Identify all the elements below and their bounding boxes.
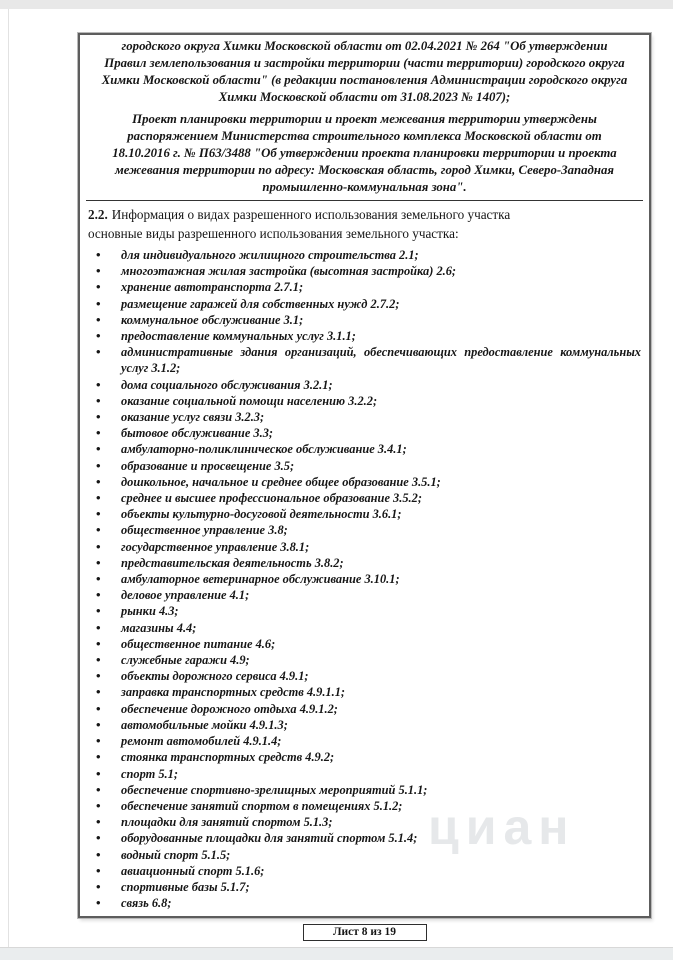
bullet-icon: • xyxy=(96,797,101,813)
list-item-text: амбулаторно-поликлиническое обслуживание 3.4.1; xyxy=(121,442,407,457)
list-item xyxy=(96,895,643,911)
bullet-icon: • xyxy=(96,862,101,878)
list-item xyxy=(96,539,643,555)
bullet-icon: • xyxy=(96,895,101,911)
list-item xyxy=(96,344,643,376)
bullet-icon: • xyxy=(96,668,101,684)
list-item-text: бытовое обслуживание 3.3; xyxy=(121,426,274,441)
list-item-text: рынки 4.3; xyxy=(121,604,179,619)
list-item-text: оказание социальной помощи населению 3.2.2; xyxy=(121,393,378,408)
top-edge-strip xyxy=(0,0,673,9)
intro-paragraph-project: Проект планировки территории и проект межевания территории утверждены распоряжением Министерства строительного комплекса Московской области от 18.10.2016 г. № П63/3488 "Об утверждении проекта планировки территории и проекта межевания территории по адресу: Московская область, город Химки, Северо-Западная промышленно-коммунальная зона". xyxy=(112,112,617,194)
list-item-text: среднее и высшее профессиональное образование 3.5.2; xyxy=(121,491,422,506)
list-item xyxy=(96,377,643,393)
list-item xyxy=(96,409,643,425)
list-item xyxy=(96,749,643,765)
bullet-icon: • xyxy=(96,700,101,716)
list-item xyxy=(96,506,643,522)
section-heading xyxy=(88,206,643,225)
list-item-text: обеспечение спортивно-зрелищных мероприятий 5.1.1; xyxy=(121,782,428,797)
list-item-text: коммунальное обслуживание 3.1; xyxy=(121,312,304,327)
list-item xyxy=(96,717,643,733)
list-item xyxy=(96,684,643,700)
permitted-uses-list xyxy=(86,247,643,911)
bullet-icon: • xyxy=(96,846,101,862)
list-item-text: магазины 4.4; xyxy=(121,620,197,635)
bottom-edge-strip xyxy=(0,947,673,960)
list-item-text: площадки для занятий спортом 5.1.3; xyxy=(121,815,333,830)
page-footer xyxy=(78,922,651,941)
bullet-icon: • xyxy=(96,392,101,408)
list-item-text: стоянка транспортных средств 4.9.2; xyxy=(121,750,335,765)
list-item-text: служебные гаражи 4.9; xyxy=(121,653,250,668)
list-item-text: объекты культурно-досуговой деятельности 3.6.1; xyxy=(121,507,402,522)
list-item-text: заправка транспортных средств 4.9.1.1; xyxy=(121,685,346,700)
list-item-text: общественное питание 4.6; xyxy=(121,636,276,651)
list-item-text: объекты дорожного сервиса 4.9.1; xyxy=(121,669,309,684)
bullet-icon: • xyxy=(96,733,101,749)
bullet-icon: • xyxy=(96,878,101,894)
section-number: 2.2. xyxy=(88,207,108,222)
list-item xyxy=(96,636,643,652)
list-item-text: государственное управление 3.8.1; xyxy=(121,539,310,554)
list-item-text: автомобильные мойки 4.9.1.3; xyxy=(121,717,288,732)
list-item xyxy=(96,668,643,684)
bullet-icon: • xyxy=(96,457,101,473)
list-item-text: многоэтажная жилая застройка (высотная застройка) 2.6; xyxy=(121,264,457,279)
section-subtitle: основные виды разрешенного использования земельного участка: xyxy=(88,225,459,241)
list-item xyxy=(96,652,643,668)
bullet-icon: • xyxy=(96,652,101,668)
bullet-icon: • xyxy=(96,716,101,732)
sheet-number-badge: Лист 8 из 19 xyxy=(303,924,427,941)
list-item-text: образование и просвещение 3.5; xyxy=(121,458,295,473)
list-item-text: авиационный спорт 5.1.6; xyxy=(121,863,265,878)
bullet-icon: • xyxy=(96,749,101,765)
cian-watermark: циан xyxy=(428,799,576,855)
list-item xyxy=(96,458,643,474)
bullet-icon: • xyxy=(96,587,101,603)
list-item xyxy=(96,814,643,830)
bullet-icon: • xyxy=(96,344,101,360)
list-item xyxy=(96,312,643,328)
list-item-text: оказание услуг связи 3.2.3; xyxy=(121,410,265,425)
list-item xyxy=(96,701,643,717)
bullet-icon: • xyxy=(96,295,101,311)
list-item xyxy=(96,263,643,279)
list-item-text: спортивные базы 5.1.7; xyxy=(121,879,250,894)
list-item xyxy=(96,847,643,863)
list-item-text: связь 6.8; xyxy=(121,896,172,911)
list-item-text: обеспечение дорожного отдыха 4.9.1.2; xyxy=(121,701,338,716)
bullet-icon: • xyxy=(96,619,101,635)
list-item xyxy=(96,603,643,619)
list-item xyxy=(96,393,643,409)
list-item-text: предоставление коммунальных услуг 3.1.1; xyxy=(121,329,356,344)
bullet-icon: • xyxy=(96,473,101,489)
list-item xyxy=(96,782,643,798)
list-item-text: оборудованные площадки для занятий спортом 5.1.4; xyxy=(121,831,418,846)
bullet-icon: • xyxy=(96,376,101,392)
intro-paragraph-resolution: городского округа Химки Московской области от 02.04.2021 № 264 "Об утверждении Правил землепользования и застройки территории (части территории) городского округа Химки Московской области" (в редакции постановления Администрации городского округа Химки Московской области от 31.08.2023 № 1407); xyxy=(101,39,628,104)
bullet-icon: • xyxy=(96,441,101,457)
document-frame xyxy=(78,33,651,918)
bullet-icon: • xyxy=(96,247,101,262)
list-item xyxy=(96,766,643,782)
list-item xyxy=(96,522,643,538)
list-item-text: обеспечение занятий спортом в помещениях 5.1.2; xyxy=(121,798,403,813)
list-item xyxy=(96,425,643,441)
bullet-icon: • xyxy=(96,765,101,781)
list-item xyxy=(96,490,643,506)
list-item xyxy=(96,620,643,636)
page-left-edge xyxy=(8,9,9,948)
bullet-icon: • xyxy=(96,311,101,327)
section-title: Информация о видах разрешенного использования земельного участка xyxy=(111,207,511,222)
list-item-text: представительская деятельность 3.8.2; xyxy=(121,555,344,570)
list-item-text: водный спорт 5.1.5; xyxy=(121,847,231,862)
list-item xyxy=(96,863,643,879)
bullet-icon: • xyxy=(96,263,101,279)
list-item-text: деловое управление 4.1; xyxy=(121,588,250,603)
list-item xyxy=(96,587,643,603)
bullet-icon: • xyxy=(96,635,101,651)
list-item xyxy=(96,879,643,895)
bullet-icon: • xyxy=(96,506,101,522)
intro-block xyxy=(86,35,643,201)
list-item-text: ремонт автомобилей 4.9.1.4; xyxy=(121,734,282,749)
list-item xyxy=(96,798,643,814)
list-item xyxy=(96,328,643,344)
bullet-icon: • xyxy=(96,781,101,797)
list-item-text: дошкольное, начальное и среднее общее образование 3.5.1; xyxy=(121,474,441,489)
bullet-icon: • xyxy=(96,279,101,295)
bullet-icon: • xyxy=(96,425,101,441)
list-item-text: хранение автотранспорта 2.7.1; xyxy=(121,280,304,295)
list-item xyxy=(96,296,643,312)
bullet-icon: • xyxy=(96,603,101,619)
list-item-text: административные здания организаций, обеспечивающих предоставление коммунальных услуг 3.1.2; xyxy=(121,345,641,376)
list-item-text: общественное управление 3.8; xyxy=(121,523,288,538)
list-item xyxy=(96,474,643,490)
bullet-icon: • xyxy=(96,571,101,587)
bullet-icon: • xyxy=(96,830,101,846)
list-item xyxy=(96,571,643,587)
bullet-icon: • xyxy=(96,522,101,538)
list-item-text: дома социального обслуживания 3.2.1; xyxy=(121,377,333,392)
bullet-icon: • xyxy=(96,409,101,425)
list-item-text: амбулаторное ветеринарное обслуживание 3.10.1; xyxy=(121,572,400,587)
bullet-icon: • xyxy=(96,684,101,700)
bullet-icon: • xyxy=(96,538,101,554)
list-item xyxy=(96,441,643,457)
list-item xyxy=(96,279,643,295)
bullet-icon: • xyxy=(96,554,101,570)
bullet-icon: • xyxy=(96,490,101,506)
list-item xyxy=(96,830,643,846)
bullet-icon: • xyxy=(96,328,101,344)
list-item xyxy=(96,733,643,749)
list-item xyxy=(96,555,643,571)
list-item-text: для индивидуального жилищного строительства 2.1; xyxy=(121,248,419,262)
bullet-icon: • xyxy=(96,814,101,830)
list-item-text: спорт 5.1; xyxy=(121,766,178,781)
list-item-text: размещение гаражей для собственных нужд 2.7.2; xyxy=(121,296,400,311)
list-item xyxy=(96,247,643,263)
